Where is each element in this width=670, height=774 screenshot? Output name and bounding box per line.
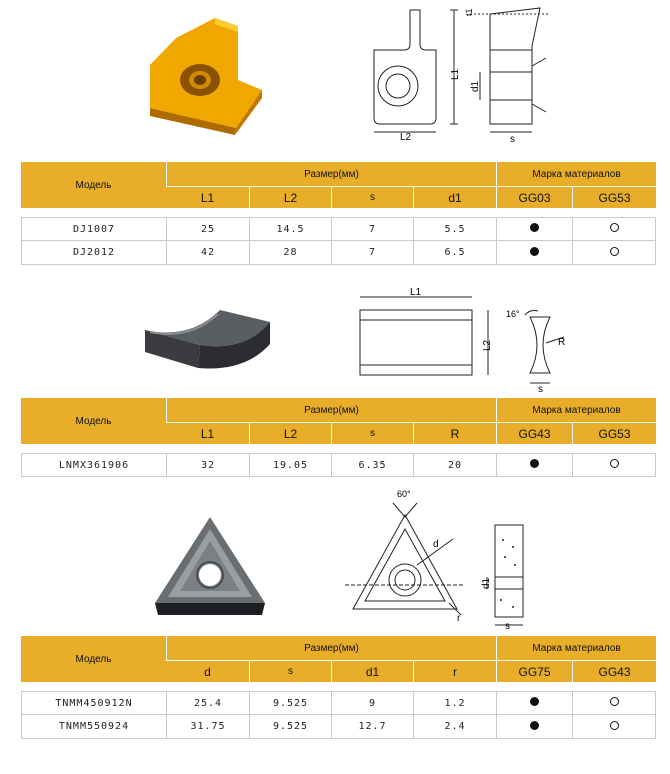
dj-insert-photo (140, 10, 280, 135)
value-cell: 9 (331, 691, 413, 715)
model-cell: TNMM550924 (21, 715, 166, 739)
value-cell: 12.7 (331, 715, 413, 739)
table-row (21, 217, 656, 241)
grade-available-dot (530, 459, 539, 468)
col-header-s: s (249, 660, 331, 682)
dj-dim-s: s (510, 134, 515, 145)
value-cell: 9.525 (249, 691, 331, 715)
model-header: Модель (21, 162, 166, 208)
col-header-l2: L2 (249, 422, 331, 444)
grade-available-dot (530, 697, 539, 706)
tnmm-insert-photo (150, 515, 270, 620)
value-cell: 6.5 (413, 241, 496, 265)
grade-header-gg03: GG03 (496, 186, 572, 208)
lnmx-dim-s: s (538, 384, 543, 395)
material-header: Марка материалов (496, 398, 656, 422)
value-cell: 32 (166, 453, 249, 477)
grade-unavailable-dot (610, 247, 619, 256)
dj-dim-l1: L1 (450, 68, 461, 80)
lnmx-insert-photo (140, 300, 285, 370)
dj-insert-drawing (360, 0, 560, 145)
col-header-s: s (331, 186, 413, 208)
lnmx-dim-r: R (558, 337, 566, 348)
value-cell: 25 (166, 217, 249, 241)
value-cell: 5.5 (413, 217, 496, 241)
tnmm-dim-r: r (457, 613, 461, 624)
value-cell: 6.35 (331, 453, 413, 477)
value-cell: 7 (331, 241, 413, 265)
col-header-l2: L2 (249, 186, 331, 208)
value-cell: 25.4 (166, 691, 249, 715)
tnmm-dim-d1: d1 (481, 577, 492, 589)
value-cell: 7 (331, 217, 413, 241)
tnmm-dim-angle: 60° (397, 489, 411, 499)
col-header-d1: d1 (331, 660, 413, 682)
size-header: Размер(мм) (166, 162, 496, 186)
col-header-l1: L1 (166, 422, 249, 444)
model-cell: LNMX361906 (21, 453, 166, 477)
grade-header-gg43: GG43 (572, 660, 656, 682)
value-cell: 28 (249, 241, 331, 265)
grade-unavailable-dot (610, 697, 619, 706)
value-cell: 1.2 (413, 691, 496, 715)
table-row (21, 241, 656, 265)
dj-dim-d1: d1 (470, 80, 481, 92)
model-cell: DJ1007 (21, 217, 166, 241)
grade-available-dot (530, 247, 539, 256)
tnmm-insert-drawing (345, 485, 545, 630)
table-row (21, 691, 656, 715)
value-cell: 19.05 (249, 453, 331, 477)
value-cell: 9.525 (249, 715, 331, 739)
material-header: Марка материалов (496, 636, 656, 660)
grade-unavailable-dot (610, 459, 619, 468)
lnmx-spec-table (21, 398, 656, 477)
tnmm-spec-table (21, 636, 656, 739)
col-header-l1: L1 (166, 186, 249, 208)
value-cell: 42 (166, 241, 249, 265)
dj-dim-t1: t1 (464, 8, 474, 16)
model-header: Модель (21, 398, 166, 444)
model-cell: DJ2012 (21, 241, 166, 265)
lnmx-insert-drawing (350, 285, 580, 395)
size-header: Размер(мм) (166, 398, 496, 422)
table-row (21, 453, 656, 477)
dj-spec-table (21, 162, 656, 265)
value-cell: 20 (413, 453, 496, 477)
col-header-d: d (166, 660, 249, 682)
col-header-r: R (413, 422, 496, 444)
material-header: Марка материалов (496, 162, 656, 186)
lnmx-dim-angle: 16° (506, 309, 520, 319)
tnmm-dim-d: d (433, 539, 439, 550)
model-header: Модель (21, 636, 166, 682)
table-row (21, 715, 656, 739)
col-header-r: r (413, 660, 496, 682)
grade-unavailable-dot (610, 223, 619, 232)
grade-header-gg75: GG75 (496, 660, 572, 682)
grade-available-dot (530, 223, 539, 232)
value-cell: 2.4 (413, 715, 496, 739)
grade-header-gg43: GG43 (496, 422, 572, 444)
grade-available-dot (530, 721, 539, 730)
lnmx-dim-l2: L2 (482, 339, 493, 351)
grade-header-gg53: GG53 (572, 186, 656, 208)
model-cell: TNMM450912N (21, 691, 166, 715)
tnmm-dim-s: s (505, 621, 510, 630)
grade-unavailable-dot (610, 721, 619, 730)
size-header: Размер(мм) (166, 636, 496, 660)
value-cell: 31.75 (166, 715, 249, 739)
col-header-d1: d1 (413, 186, 496, 208)
dj-dim-l2: L2 (400, 132, 412, 143)
col-header-s: s (331, 422, 413, 444)
grade-header-gg53: GG53 (572, 422, 656, 444)
value-cell: 14.5 (249, 217, 331, 241)
lnmx-dim-l1: L1 (410, 287, 422, 298)
